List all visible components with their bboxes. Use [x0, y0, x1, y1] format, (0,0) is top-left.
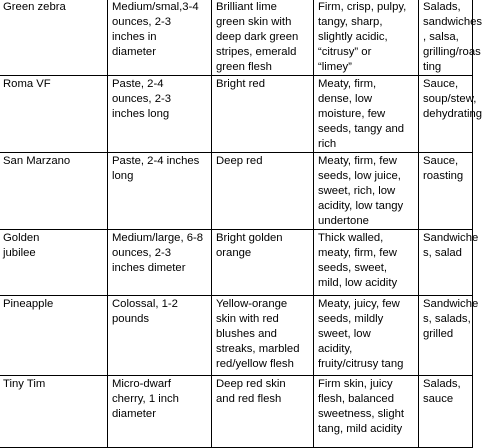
cell-text-line: Tiny Tim	[3, 378, 46, 390]
cell-text-line: Paste, 2-4	[112, 78, 164, 90]
table-row	[0, 296, 473, 376]
cell-text-line: moisture, few	[318, 108, 386, 120]
cell-text-line: Medium/smal,3-4	[112, 1, 199, 13]
cell-text-line: fruity/citrusy tang	[318, 358, 404, 370]
table-row	[0, 153, 473, 230]
cell-text-line: seeds, low juice,	[318, 170, 401, 182]
cell-text-line: Deep red skin	[216, 378, 286, 390]
cell-text-line: s, salads,	[423, 313, 471, 325]
cell-text-line: Sandwiche	[423, 298, 479, 310]
cell-text-line: deep dark green	[216, 31, 299, 43]
cell-text-line: inches dimeter	[112, 262, 186, 274]
size-cell	[108, 296, 212, 376]
uses-cell	[419, 153, 473, 230]
cell-text-line: ounces, 2-3	[112, 247, 172, 259]
cell-text-line: seeds, sweet,	[318, 262, 388, 274]
cell-text-line: diameter	[112, 46, 156, 58]
variety-cell	[0, 296, 108, 376]
cell-text-line: Firm, crisp, pulpy,	[318, 1, 407, 13]
cell-text-line: green flesh	[216, 61, 272, 73]
cell-text-line: tangy, sharp,	[318, 16, 383, 28]
cell-text-line: Sandwiche	[423, 232, 479, 244]
cell-text-line: long	[112, 170, 134, 182]
cell-text-line: ounces, 2-3	[112, 16, 172, 28]
color-cell	[212, 296, 314, 376]
variety-cell	[0, 153, 108, 230]
cell-text-line: Salads,	[423, 378, 461, 390]
cell-text-line: ting	[423, 61, 442, 73]
flavor-texture-cell	[314, 153, 419, 230]
cell-text-line: skin with red	[216, 313, 279, 325]
size-cell	[108, 153, 212, 230]
cell-text-line: , salsa,	[423, 31, 459, 43]
cell-text-line: Brilliant lime	[216, 1, 277, 13]
variety-cell	[0, 0, 108, 76]
cell-text-line: Pineapple	[3, 298, 54, 310]
color-cell	[212, 76, 314, 153]
cell-text-line: streaks, marbled	[216, 343, 300, 355]
cell-text-line: roasting	[423, 170, 464, 182]
variety-cell	[0, 376, 108, 448]
cell-text-line: grilled	[423, 328, 454, 340]
cell-text-line: seeds, tangy and	[318, 123, 405, 135]
size-cell	[108, 0, 212, 76]
cell-text-line: sauce	[423, 393, 454, 405]
cell-text-line: Salads,	[423, 1, 461, 13]
cell-text-line: inches long	[112, 108, 170, 120]
cell-text-line: Deep red	[216, 155, 263, 167]
cell-text-line: sweet, rich, low	[318, 185, 396, 197]
variety-cell	[0, 230, 108, 296]
cell-text-line: acidity, low tangy	[318, 200, 404, 212]
cell-text-line: Meaty, firm,	[318, 78, 377, 90]
cell-text-line: Golden	[3, 232, 40, 244]
uses-cell	[419, 296, 479, 376]
flavor-texture-cell	[314, 230, 419, 296]
cell-text-line: Micro-dwarf	[112, 378, 171, 390]
cell-text-line: ounces, 2-3	[112, 93, 172, 105]
flavor-texture-cell	[314, 376, 419, 448]
cell-text-line: grilling/roas	[423, 46, 481, 58]
uses-cell	[419, 76, 482, 153]
cell-text-line: red/yellow flesh	[216, 358, 294, 370]
cell-text-line: pounds	[112, 313, 150, 325]
flavor-texture-cell	[314, 296, 419, 376]
table-row	[0, 0, 473, 76]
cell-text-line: mild, low acidity	[318, 277, 398, 289]
cell-text-line: sweetness, slight	[318, 408, 405, 420]
cell-text-line: Bright red	[216, 78, 265, 90]
cell-text-line: Firm skin, juicy	[318, 378, 393, 390]
cell-text-line: Meaty, firm, few	[318, 155, 397, 167]
cell-text-line: diameter	[112, 408, 156, 420]
cell-text-line: Paste, 2-4 inches	[112, 155, 200, 167]
cell-text-line: Thick walled,	[318, 232, 384, 244]
cell-text-line: undertone	[318, 215, 369, 227]
cell-text-line: stripes, emerald	[216, 46, 297, 58]
cell-text-line: jubilee	[3, 247, 36, 259]
cell-text-line: Meaty, juicy, few	[318, 298, 400, 310]
size-cell	[108, 376, 212, 448]
color-cell	[212, 376, 314, 448]
flavor-texture-cell	[314, 76, 419, 153]
cell-text-line: orange	[216, 247, 252, 259]
cell-text-line: Sauce,	[423, 155, 459, 167]
uses-cell	[419, 0, 482, 76]
cell-text-line: meaty, firm, few	[318, 247, 397, 259]
cell-text-line: Roma VF	[3, 78, 51, 90]
cell-text-line: green skin with	[216, 16, 292, 28]
cell-text-line: slightly acidic,	[318, 31, 388, 43]
flavor-texture-cell	[314, 0, 419, 76]
cell-text-line: sweet, low	[318, 328, 371, 340]
cell-text-line: dense, low	[318, 93, 373, 105]
size-cell	[108, 230, 212, 296]
cell-text-line: Bright golden	[216, 232, 283, 244]
color-cell	[212, 153, 314, 230]
table-row	[0, 376, 473, 448]
uses-cell	[419, 376, 473, 448]
cell-text-line: and red flesh	[216, 393, 282, 405]
cell-text-line: flesh, balanced	[318, 393, 394, 405]
cell-text-line: soup/stew,	[423, 93, 477, 105]
uses-cell	[419, 230, 479, 296]
table-row	[0, 76, 473, 153]
cell-text-line: acidity,	[318, 343, 353, 355]
cell-text-line: blushes and	[216, 328, 277, 340]
variety-cell	[0, 76, 108, 153]
cell-text-line: Green zebra	[3, 1, 66, 13]
table-row	[0, 230, 473, 296]
cell-text-line: sandwiches	[423, 16, 482, 28]
color-cell	[212, 230, 314, 296]
cell-text-line: seeds, mildly	[318, 313, 384, 325]
cell-text-line: “citrusy” or	[318, 46, 372, 58]
cell-text-line: Sauce,	[423, 78, 459, 90]
cell-text-line: rich	[318, 138, 337, 150]
cell-text-line: inches in	[112, 31, 157, 43]
cell-text-line: dehydrating	[423, 108, 482, 120]
cell-text-line: Medium/large, 6-8	[112, 232, 204, 244]
cell-text-line: tang, mild acidity	[318, 423, 403, 435]
cell-text-line: “limey”	[318, 61, 352, 73]
color-cell	[212, 0, 314, 76]
cell-text-line: cherry, 1 inch	[112, 393, 179, 405]
cell-text-line: Yellow-orange	[216, 298, 288, 310]
size-cell	[108, 76, 212, 153]
cell-text-line: s, salad	[423, 247, 462, 259]
cell-text-line: Colossal, 1-2	[112, 298, 178, 310]
cell-text-line: San Marzano	[3, 155, 71, 167]
